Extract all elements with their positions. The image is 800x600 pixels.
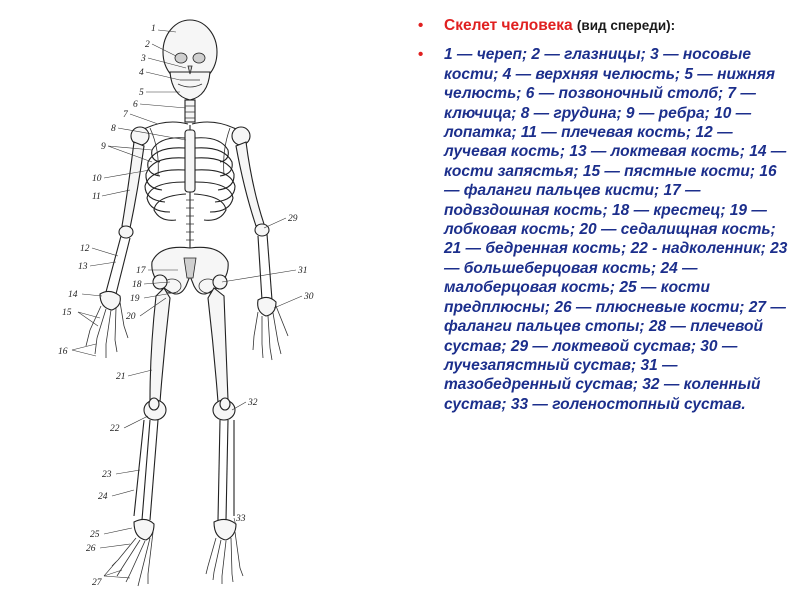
label-21: 21 [116, 372, 126, 382]
bullet-marker: • [418, 17, 424, 34]
label-18: 18 [132, 280, 142, 290]
label-12: 12 [80, 244, 90, 254]
label-9: 9 [101, 142, 106, 152]
label-2: 2 [145, 40, 150, 50]
label-3: 3 [141, 54, 146, 64]
label-13: 13 [78, 262, 88, 272]
label-14: 14 [68, 290, 78, 300]
label-33: 33 [236, 514, 246, 524]
skull [163, 20, 217, 100]
right-side-leg [206, 288, 243, 584]
page-subtitle: (вид спереди): [576, 18, 676, 33]
legend-text: 1 — череп; 2 — глазницы; 3 — носовые кости; 4 — верхняя челюсть; 5 — нижняя челюсть; 6 — позвоночный столб; 7 — ключица; 8 — грудина; 9 — ребра; 10 — лопатка; 11 — плечевая кость; 12 — лучевая кость; 13 — локтевая кость; 14 — кости запястья; 15 — пястные кости; 16 — фаланги пальцев кисти; 17 — подвздошная кость; 18 — крестец; 19 — лобковая кость; 20 — седалищная кость; 21 — бедренная кость; 22 - надколенник; 23 — большеберцовая кость; 24 — малоберцовая кость; 25 — кости предплюсны; 26 — плюсневые кости; 27 — фаланги пальцев стопы; 28 — плечевой сустав; 29 — локтевой сустав; 30 — лучезапястный сустав; 31 — тазобедренный сустав; 32 — коленный сустав; 33 — голеностопный сустав. [444, 46, 788, 413]
label-15: 15 [62, 308, 72, 318]
label-24: 24 [98, 492, 108, 502]
label-29: 29 [288, 214, 298, 224]
label-4: 4 [139, 68, 144, 78]
right-side-arm [236, 142, 288, 360]
label-1: 1 [151, 24, 156, 34]
left-side-leg [112, 288, 170, 586]
pelvis [152, 247, 228, 294]
label-25: 25 [90, 530, 100, 540]
label-27: 27 [92, 578, 102, 588]
page-title: Скелет человека [444, 17, 573, 34]
label-10: 10 [92, 174, 102, 184]
label-19: 19 [130, 294, 140, 304]
list-item-legend [418, 45, 790, 414]
label-26: 26 [86, 544, 96, 554]
label-22: 22 [110, 424, 120, 434]
label-7: 7 [123, 110, 128, 120]
label-23: 23 [102, 470, 112, 480]
label-16: 16 [58, 347, 68, 357]
label-8: 8 [111, 124, 116, 134]
label-32: 32 [248, 398, 258, 408]
text-panel [418, 16, 790, 414]
label-30: 30 [304, 292, 314, 302]
label-20: 20 [126, 312, 136, 322]
label-17: 17 [136, 266, 146, 276]
bullet-marker: • [418, 46, 424, 64]
label-11: 11 [92, 192, 101, 202]
label-31: 31 [298, 266, 308, 276]
list-item-title [418, 16, 790, 35]
label-6: 6 [133, 100, 138, 110]
bullet-list [418, 16, 790, 414]
label-5: 5 [139, 88, 144, 98]
